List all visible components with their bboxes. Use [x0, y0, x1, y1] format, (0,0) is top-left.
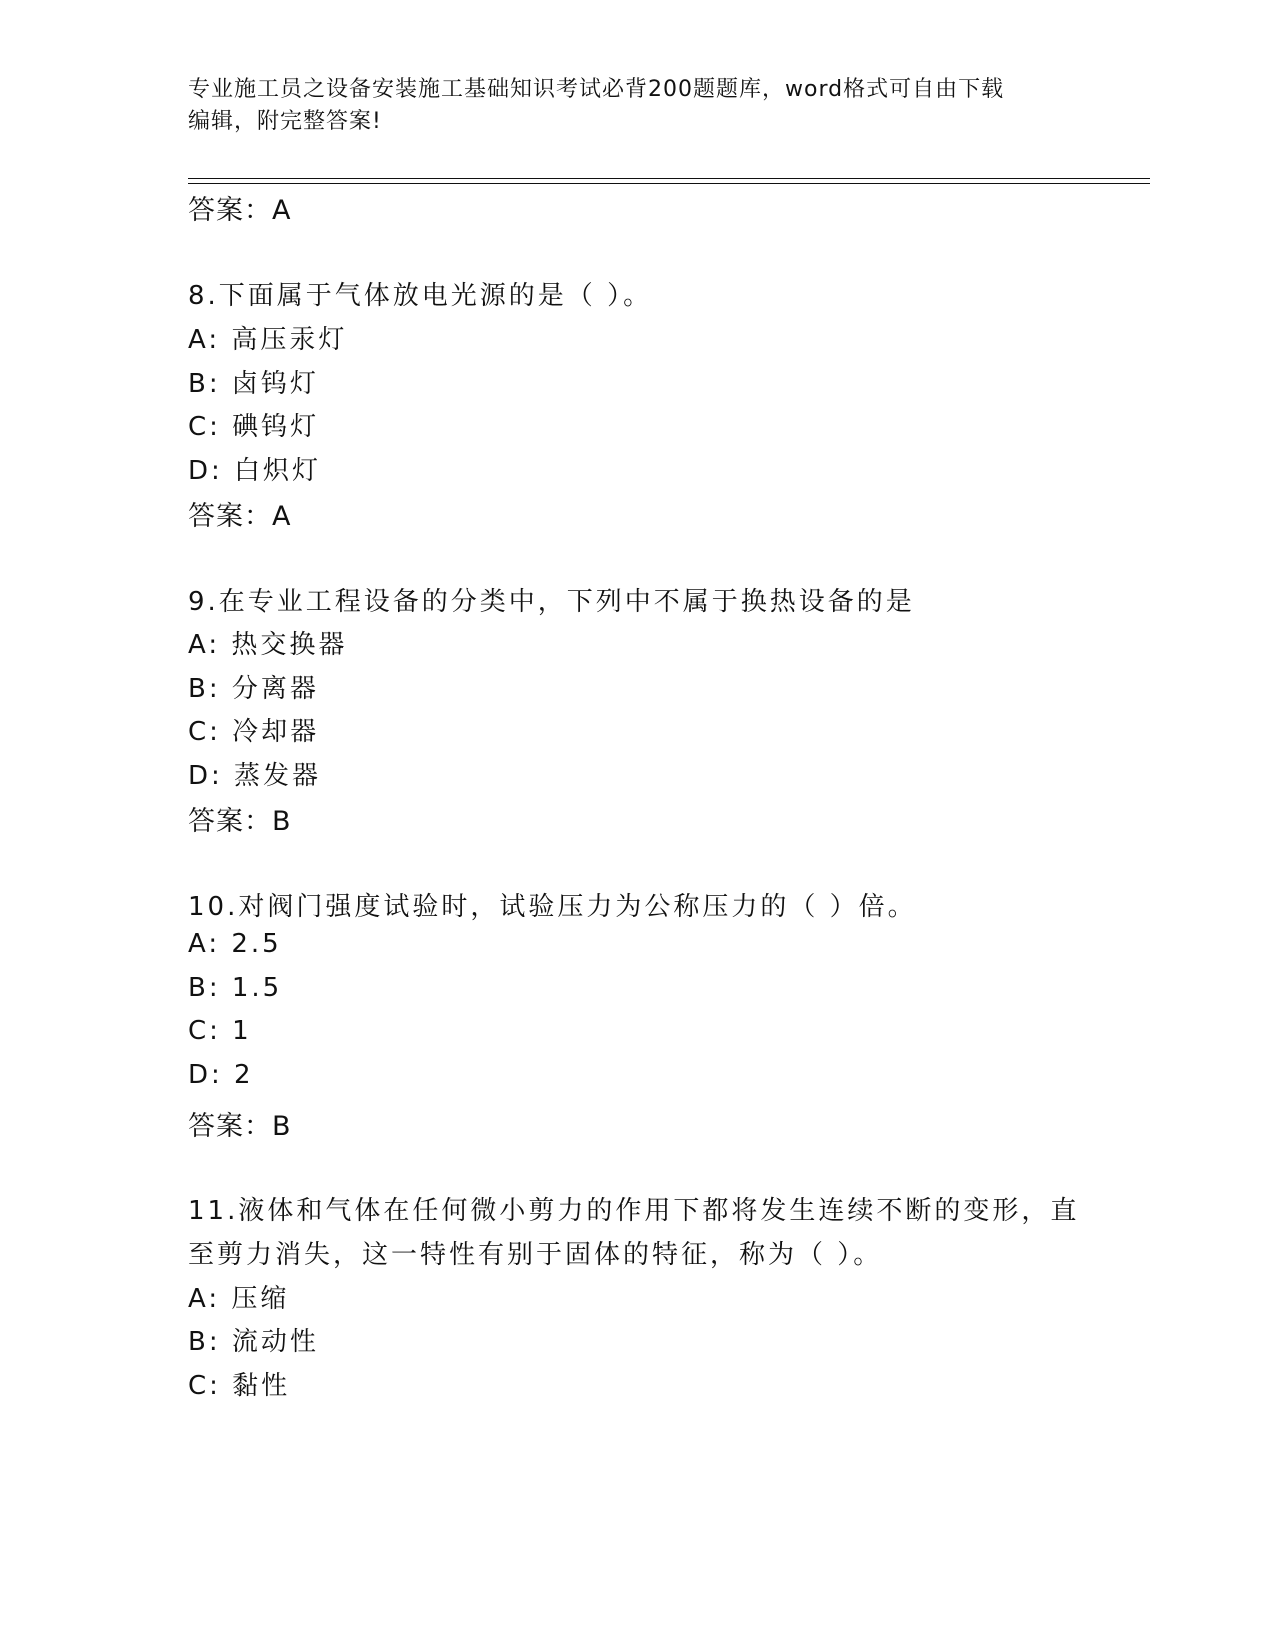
option-line: C: 碘钨灯	[188, 412, 320, 442]
option-line: C: 冷却器	[188, 717, 320, 747]
option-line: A: 热交换器	[188, 630, 348, 660]
question-stem: 10.对阀门强度试验时，试验压力为公称压力的（ ）倍。	[188, 892, 917, 922]
option-line: D: 2	[188, 1060, 254, 1090]
question-stem: 11.液体和气体在任何微小剪力的作用下都将发生连续不断的变形，直	[188, 1196, 1080, 1226]
answer-line: 答案：B	[188, 1111, 292, 1142]
header-divider-bottom	[188, 183, 1150, 184]
option-line: D: 蒸发器	[188, 761, 322, 791]
option-line: B: 1.5	[188, 973, 283, 1003]
question-stem: 8.下面属于气体放电光源的是（ ）。	[188, 281, 653, 311]
option-line: B: 分离器	[188, 674, 319, 704]
option-line: C: 1	[188, 1016, 252, 1046]
header-line-1: 专业施工员之设备安装施工基础知识考试必背200题题库，word格式可自由下载	[188, 77, 1005, 102]
header-divider-top	[188, 178, 1150, 179]
answer-line: 答案：A	[188, 501, 292, 532]
question-stem-continued: 至剪力消失，这一特性有别于固体的特征，称为（ ）。	[188, 1240, 883, 1270]
page-header	[188, 74, 1088, 138]
option-line: A: 2.5	[188, 929, 282, 959]
option-line: B: 流动性	[188, 1327, 319, 1357]
question-stem: 9.在专业工程设备的分类中，下列中不属于换热设备的是	[188, 587, 915, 617]
option-line: B: 卤钨灯	[188, 369, 319, 399]
option-line: A: 高压汞灯	[188, 325, 348, 355]
option-line: C: 黏性	[188, 1371, 291, 1401]
answer-line: 答案：B	[188, 806, 292, 837]
option-line: A: 压缩	[188, 1284, 290, 1314]
option-line: D: 白炽灯	[188, 456, 322, 486]
header-line-2: 编辑，附完整答案!	[188, 109, 382, 134]
answer-line: 答案：A	[188, 195, 292, 226]
